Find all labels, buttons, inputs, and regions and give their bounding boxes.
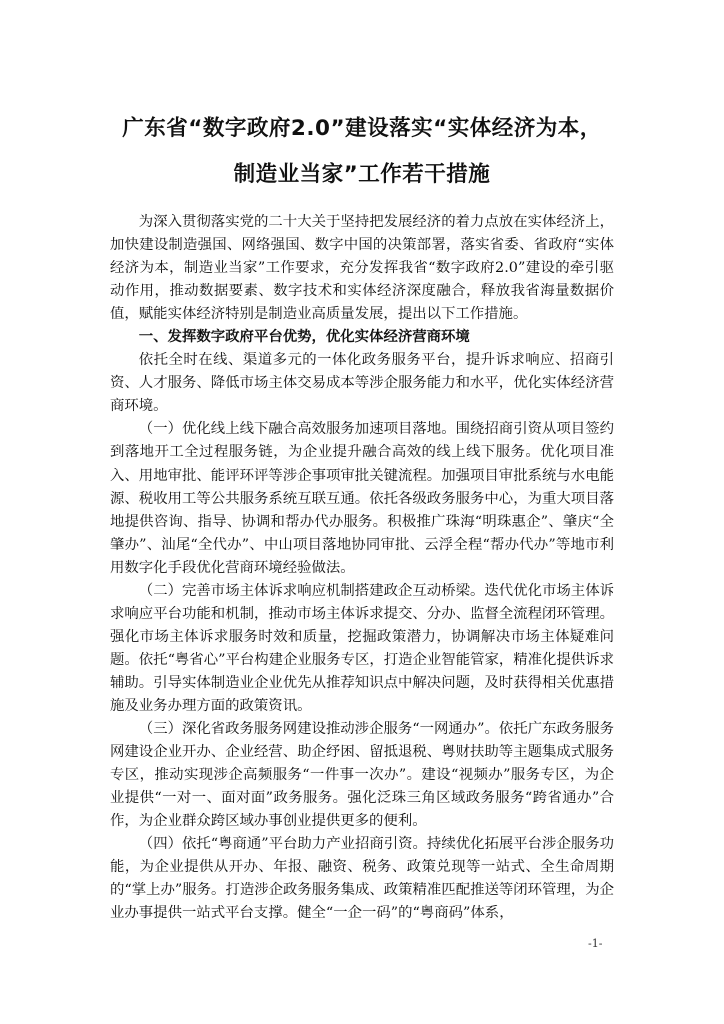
measure-paragraph-1: （一）优化线上线下融合高效服务加速项目落地。围绕招商引资从项目签约到落地开工全过程服务链，为企业提升融合高效的线上线下服务。优化项目准入、用地审批、能评环评等涉企事项审批关键流程。加强项目审批系统与水电能源、税收用工等公共服务系统互联互通。依托各级政务服务中心，为重大项目落地提供咨询、指导、协调和帮办代办服务。积极推广珠海“明珠惠企”、肇庆“全肇办”、汕尾“全代办”、中山项目落地协同审批、云浮全程“帮办代办”等地市利用数字化手段优化营商环境经验做法。 <box>110 421 614 576</box>
document-title-line-1: 广东省“数字政府2.0”建设落实“实体经济为本， <box>122 116 602 141</box>
measure-paragraph-4: （四）依托“粤商通”平台助力产业招商引资。持续优化拓展平台涉企服务功能，为企业提供从开办、年报、融资、税务、政策兑现等一站式、全生命周期的“掌上办”服务。打造涉企政务服务集成、政策精准匹配推送等闭环管理，为企业办事提供一站式平台支撑。健全“一企一码”的“粤商码”体系， <box>110 836 615 922</box>
measure-paragraph-2: （二）完善市场主体诉求响应机制搭建政企互动桥梁。迭代优化市场主体诉求响应平台功能和机制，推动市场主体诉求提交、分办、监督全流程闭环管理。强化市场主体诉求服务时效和质量，挖掘政策潜力，协调解决市场主体疑难问题。依托“粤省心”平台构建企业服务专区，打造企业智能管家，精准化提供诉求辅助。引导实体制造业企业优先从推荐知识点中解决问题，及时获得相关优惠措施及业务办理方面的政策资讯。 <box>110 582 614 714</box>
document-body <box>110 211 614 925</box>
section-heading: 一、发挥数字政府平台优势，优化实体经济营商环境 <box>138 329 470 346</box>
intro-paragraph: 为深入贯彻落实党的二十大关于坚持把发展经济的着力点放在实体经济上，加快建设制造强国、网络强国、数字中国的决策部署，落实省委、省政府“实体经济为本，制造业当家”工作要求，充分发挥我省“数字政府2.0”建设的牵引驱动作用，推动数据要素、数字技术和实体经济深度融合，释放我省海量数据价值，赋能实体经济特别是制造业高质量发展，提出以下工作措施。 <box>110 214 614 323</box>
measure-paragraph-3: （三）深化省政务服务网建设推动涉企服务“一网通办”。依托广东政务服务网建设企业开办、企业经营、助企纾困、留抵退税、粤财扶助等主题集成式服务专区，推动实现涉企高频服务“一件事一次办”。建设“视频办”服务专区，为企业提供“一对一、面对面”政务服务。强化泛珠三角区域政务服务“跨省通办”合作，为企业群众跨区域办事创业提供更多的便利。 <box>110 721 615 830</box>
page-number: -1- <box>588 937 603 950</box>
document-title-line-2: 制造业当家”工作若干措施 <box>233 162 491 187</box>
section-intro-paragraph: 依托全时在线、渠道多元的一体化政务服务平台，提升诉求响应、招商引资、人才服务、降低市场主体交易成本等涉企服务能力和水平，优化实体经济营商环境。 <box>110 352 614 415</box>
